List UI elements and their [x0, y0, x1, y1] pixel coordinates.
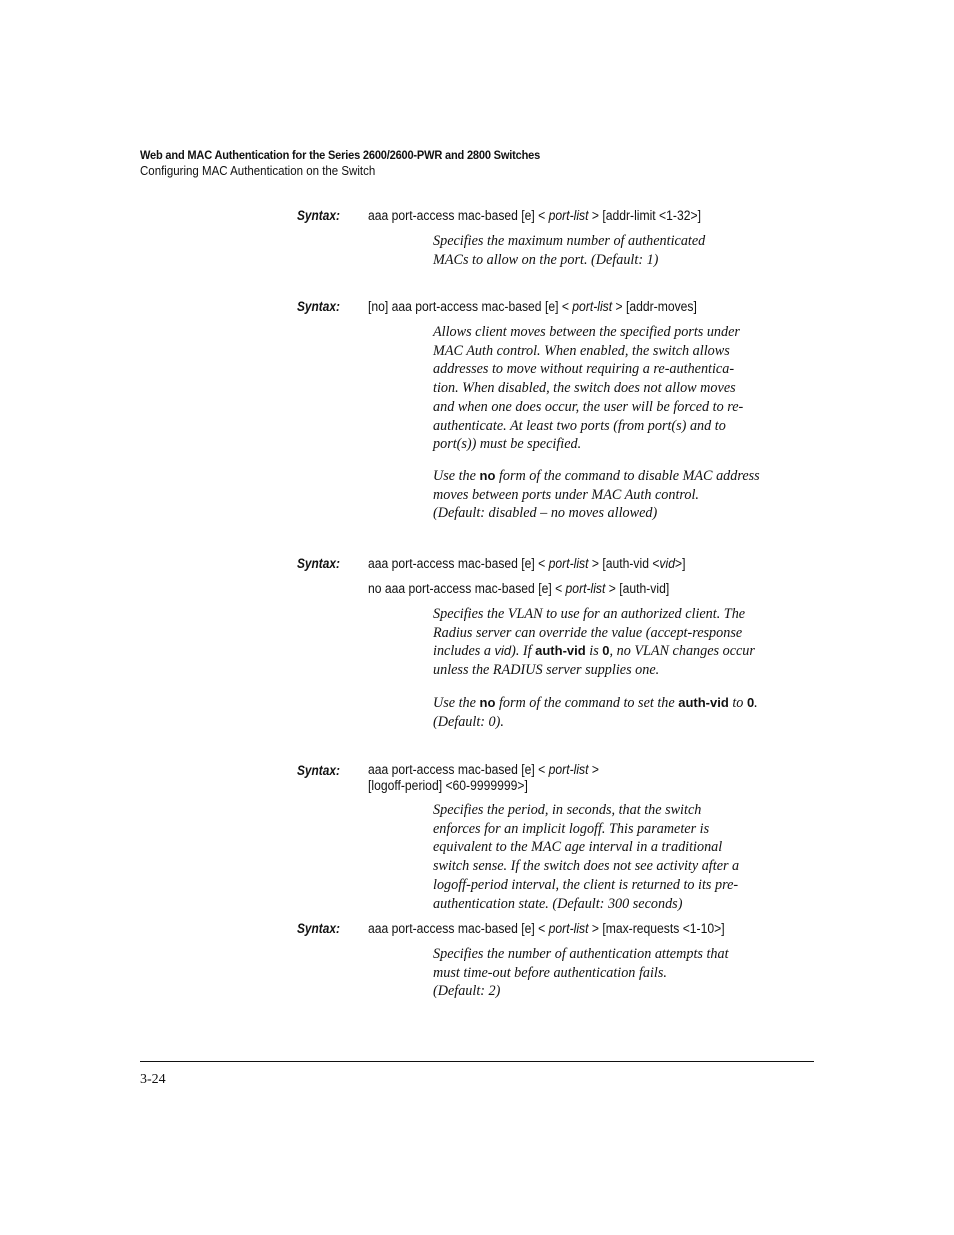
syntax-label: Syntax:	[297, 299, 340, 314]
running-header-subtitle: Configuring MAC Authentication on the Switch	[140, 164, 376, 178]
syntax-label: Syntax:	[297, 208, 340, 223]
footer-rule	[140, 1061, 814, 1062]
page-number: 3-24	[140, 1072, 166, 1087]
description-logoff-period: Specifies the period, in seconds, that the switch enforces for an implicit logoff. This parameter is equivalent to the MAC age interval in a traditional switch sense. If the switch does not see activity after a logoff-period interval, the client is returned to its pre- authentication state. (Default: 300 seconds)	[433, 802, 740, 912]
command-syntax-addr-limit: aaa port-access mac-based [e] < port-list > [addr-limit <1-32>]	[368, 208, 701, 223]
description-addr-moves: Allows client moves between the specified ports under MAC Auth control. When enabled, the switch allows addresses to move without requiring a re-authentica- tion. When disabled, the switch does not allow moves and when one does occur, the user will be forced to re- authenticate. At least two ports (from port(s) and to port(s)) must be specified.	[433, 324, 744, 453]
command-syntax-max-requests: aaa port-access mac-based [e] < port-list > [max-requests <1-10>]	[368, 921, 725, 936]
running-header-title: Web and MAC Authentication for the Series 2600/2600-PWR and 2800 Switches	[140, 148, 541, 162]
description-addr-moves-no-form: Use the no form of the command to disable MAC address moves between ports under MAC Auth control. (Default: disabled – no moves allowed)	[433, 468, 760, 522]
syntax-label: Syntax:	[297, 921, 340, 936]
command-syntax-auth-vid: aaa port-access mac-based [e] < port-list > [auth-vid <vid>]	[368, 556, 686, 571]
description-auth-vid: Specifies the VLAN to use for an authorized client. The Radius server can override the value (accept-response includes a vid). If auth-vid is 0, no VLAN changes occur unless the RADIUS server supplies one.	[433, 606, 755, 679]
description-auth-vid-no-form: Use the no form of the command to set the auth-vid to 0. (Default: 0).	[433, 695, 758, 730]
syntax-label: Syntax:	[297, 556, 340, 571]
description-max-requests: Specifies the number of authentication attempts that must time-out before authentication fails. (Default: 2)	[433, 946, 729, 1000]
command-syntax-addr-moves: [no] aaa port-access mac-based [e] < port-list > [addr-moves]	[368, 299, 697, 314]
command-syntax-logoff-period-arg: [logoff-period] <60-9999999>]	[368, 778, 528, 793]
description-addr-limit: Specifies the maximum number of authenticated MACs to allow on the port. (Default: 1)	[433, 233, 706, 268]
syntax-label: Syntax:	[297, 763, 340, 778]
command-syntax-no-auth-vid: no aaa port-access mac-based [e] < port-list > [auth-vid]	[368, 581, 670, 596]
command-syntax-logoff-period: aaa port-access mac-based [e] < port-list >	[368, 762, 599, 777]
